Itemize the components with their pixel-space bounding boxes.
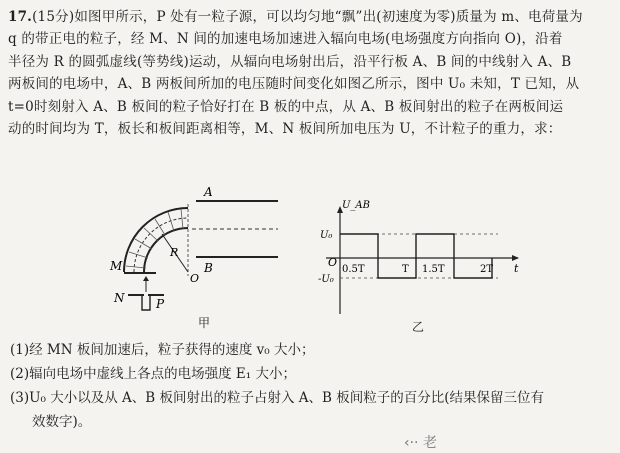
origin-label: O [328,256,338,269]
statement-line: 如图甲所示，P 处有一粒子源，可以均匀地“飘”出(初速度为零)质量为 m、电荷量为 [74,9,583,25]
figure-jia [100,184,280,332]
question-number: 17. [8,9,33,25]
x-axis-label: t [514,262,519,275]
y-axis-label: U_AB [342,200,370,211]
label-m: M [110,259,123,273]
x-tick-t: T [402,264,409,275]
source-p [142,295,150,310]
label-p: P [156,297,165,311]
sub-question-3: (3)U₀ 大小以及从 A、B 板间射出的粒子占射入 A、B 板间粒子的百分比(结果保留三位有 [10,390,544,406]
statement-line: 两板间的电场中，A、B 两板间所加的电压随时间变化如图乙所示，图中 U₀ 未知，T 已知，从 [8,76,580,93]
y-tick-u0: U₀ [320,230,333,241]
label-a: A [204,185,213,199]
figure-jia-caption: 甲 [198,316,211,330]
label-r: R [170,246,179,259]
handwritten-mark: ‹·· 老 [404,435,437,451]
statement-line: t=0时刻射入 A、B 板间的粒子恰好打在 B 板的中点，从 A、B 板间射出的粒子在两板间运 [8,98,564,115]
label-o: O [190,272,200,285]
statement-line: 半径为 R 的圆弧虚线(等势线)运动，从辐向电场射出后，沿平行板 A、B 间的中线射入 A、B [8,53,572,70]
x-tick-0-5t: 0.5T [342,264,365,275]
label-b: B [204,261,213,275]
sub-question-3-cont: 效数字)。 [32,414,92,430]
label-n: N [114,291,125,305]
sub-question-1: (1)经 MN 板间加速后，粒子获得的速度 v₀ 大小； [10,342,315,358]
bleed-through [300,214,620,228]
x-tick-1-5t: 1.5T [422,264,445,275]
x-tick-2t: 2T [480,264,494,275]
outer-arc [124,208,188,272]
arrow-head [143,276,149,281]
statement-line: 动的时间均为 T，板长和板间距离相等，M、N 板间所加电压为 U，不计粒子的重力，求： [8,120,562,137]
x-axis-arrow [512,255,519,261]
y-tick-neg-u0: -U₀ [318,274,334,285]
question-points: (15分) [32,9,75,25]
sub-questions [10,338,612,434]
statement-line: q 的带正电的粒子，经 M、N 间的加速电场加速进入辐向电场(电场强度方向指向 O)，沿着 [8,31,563,48]
sub-question-2: (2)辐向电场中虚线上各点的电场强度 E₁ 大小； [10,366,296,382]
problem-statement [8,6,612,140]
figure-yi-caption: 乙 [412,320,425,334]
